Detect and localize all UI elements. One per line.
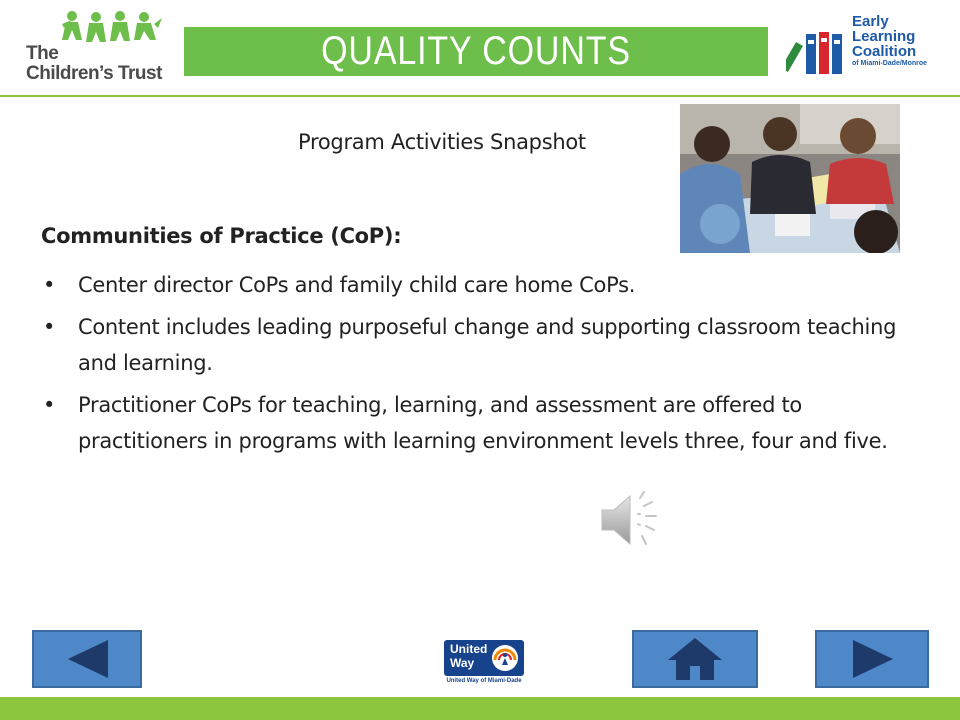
header-divider — [0, 95, 960, 97]
snapshot-title: Program Activities Snapshot — [298, 130, 586, 154]
house-icon — [634, 632, 756, 686]
list-item — [41, 309, 921, 381]
elc-subtitle: of Miami-Dade/Monroe — [852, 60, 928, 67]
back-button[interactable] — [32, 630, 142, 688]
bullet-text: Center director CoPs and family child care home CoPs. — [78, 273, 636, 297]
group-meeting-photo-illustration — [680, 104, 900, 253]
page-title: QUALITY COUNTS — [321, 29, 631, 73]
elc-word-coalition: Coalition — [852, 43, 917, 60]
united-way-logo — [444, 640, 524, 688]
early-learning-coalition-logo — [786, 14, 936, 84]
activity-photo — [680, 104, 900, 253]
triangle-left-icon — [34, 632, 140, 686]
list-item — [41, 267, 921, 303]
books-icon — [786, 28, 848, 80]
slide-header — [0, 0, 960, 96]
united-way-line1: United — [450, 642, 488, 656]
children-figures-icon — [62, 10, 162, 50]
footer-bar — [0, 697, 960, 720]
bullet-marker: • — [43, 315, 56, 339]
bullet-text: Practitioner CoPs for teaching, learning, and assessment are offered to practitioners in programs with learning environment levels three, four and five. — [78, 393, 888, 453]
elc-word-learning: Learning — [852, 28, 916, 45]
home-button[interactable] — [632, 630, 758, 688]
title-banner — [184, 27, 768, 76]
bullet-list — [41, 267, 921, 465]
childrens-trust-line2: Children’s Trust — [26, 63, 162, 84]
hand-rainbow-icon — [490, 643, 520, 673]
united-way-line2: Way — [450, 656, 475, 670]
united-way-caption: United Way of Miami-Dade — [446, 678, 522, 684]
childrens-trust-line1: The — [26, 43, 59, 64]
bullet-text: Content includes leading purposeful change and supporting classroom teaching and learning. — [78, 315, 897, 375]
triangle-right-icon — [817, 632, 927, 686]
bullet-marker: • — [43, 393, 56, 417]
childrens-trust-logo — [22, 10, 162, 84]
section-heading: Communities of Practice (CoP): — [41, 224, 402, 248]
bullet-marker: • — [43, 273, 56, 297]
list-item — [41, 387, 921, 459]
elc-word-early: Early — [852, 13, 889, 30]
next-button[interactable] — [815, 630, 929, 688]
audio-speaker-icon[interactable] — [598, 488, 664, 550]
